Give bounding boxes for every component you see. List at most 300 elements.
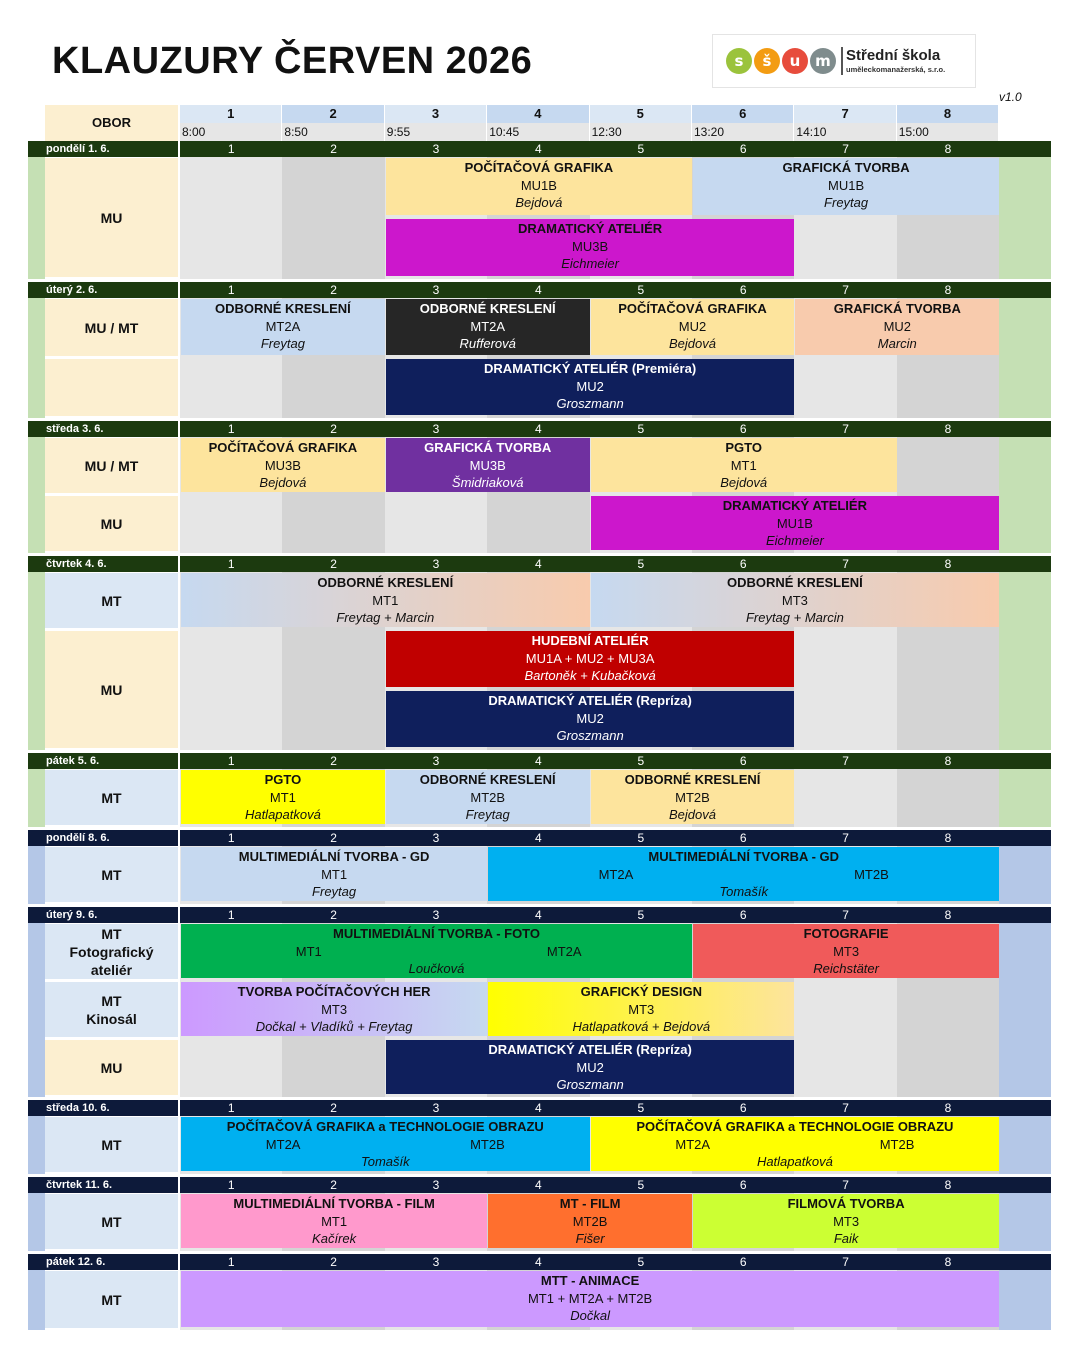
exam-class: MT2A	[470, 318, 506, 334]
exam-teacher: Hatlapatková + Bejdová	[572, 1018, 711, 1034]
grid-column-cell	[180, 495, 282, 553]
exam-subject: HUDEBNÍ ATELIÉR	[531, 633, 649, 648]
exam-teacher: Freytag	[260, 335, 305, 351]
day-header-end	[999, 141, 1051, 157]
day-period-number: 1	[180, 907, 282, 923]
week-side-stripe	[28, 298, 45, 418]
day-period-number: 2	[282, 753, 384, 769]
grid-column-cell	[897, 630, 999, 750]
exam-subject: PGTO	[725, 440, 762, 455]
exam-block[interactable]	[693, 158, 999, 215]
week-side-stripe	[999, 157, 1051, 279]
week-side-stripe	[28, 157, 45, 279]
logo-letter: s	[734, 52, 744, 70]
day-period-number: 7	[794, 907, 896, 923]
day-header: středa 3. 6.	[28, 421, 178, 437]
day-period-number: 6	[692, 830, 794, 846]
day-period-number: 5	[590, 830, 692, 846]
day-period-number: 1	[180, 1177, 282, 1193]
week-side-stripe	[999, 572, 1051, 750]
row-label	[45, 158, 178, 277]
exam-block[interactable]	[181, 438, 385, 492]
day-period-number: 4	[487, 421, 589, 437]
exam-block[interactable]	[181, 573, 590, 627]
exam-class: MU2	[576, 1059, 604, 1075]
day-period-number: 1	[180, 1100, 282, 1116]
logo-school-name: Střední škola	[846, 47, 941, 64]
week-side-stripe	[999, 1116, 1051, 1174]
exam-class: MT2A	[598, 866, 634, 882]
exam-subject: ODBORNÉ KRESLENÍ	[317, 575, 454, 590]
day-header-end	[999, 1177, 1051, 1193]
exam-class: MT2B	[879, 1136, 915, 1152]
week-side-stripe	[999, 1270, 1051, 1330]
grid-column-cell	[282, 157, 384, 279]
exam-subject: MULTIMEDIÁLNÍ TVORBA - GD	[648, 849, 840, 864]
exam-class: MU1A + MU2 + MU3A	[525, 650, 655, 666]
grid-column-cell	[794, 981, 896, 1039]
day-period-number: 2	[282, 282, 384, 298]
exam-block[interactable]	[386, 770, 590, 824]
row-label	[45, 573, 178, 628]
day-period-number: 3	[385, 421, 487, 437]
grid-column-cell	[794, 358, 896, 418]
day-header-end	[999, 830, 1051, 846]
exam-class: MT3	[321, 1001, 348, 1017]
row-label	[45, 631, 178, 748]
week-side-stripe	[28, 1193, 45, 1251]
exam-teacher: Eichmeier	[561, 255, 619, 271]
exam-teacher: Groszmann	[556, 395, 624, 411]
exam-teacher: Bejdová	[259, 474, 307, 490]
exam-block[interactable]	[386, 299, 590, 355]
exam-teacher: Groszmann	[556, 727, 624, 743]
day-period-number: 6	[692, 907, 794, 923]
week-side-stripe	[999, 298, 1051, 418]
row-label-line: MU	[100, 681, 123, 698]
day-period-number: 8	[897, 1100, 999, 1116]
week-side-stripe	[28, 1270, 45, 1330]
day-period-number: 2	[282, 1100, 384, 1116]
day-header-end	[999, 1254, 1051, 1270]
row-label	[45, 982, 178, 1037]
day-period-number: 8	[897, 1254, 999, 1270]
exam-subject: DRAMATICKÝ ATELIÉR (Premiéra)	[484, 361, 697, 376]
exam-class: MT2B	[572, 1213, 608, 1229]
exam-teacher: Eichmeier	[765, 532, 824, 548]
row-label	[45, 438, 178, 493]
day-period-number: 6	[692, 1254, 794, 1270]
day-period-number: 6	[692, 556, 794, 572]
exam-class-group	[181, 1136, 590, 1153]
obor-header: OBOR	[45, 105, 178, 141]
day-period-number: 1	[180, 282, 282, 298]
day-period-number: 3	[385, 1100, 487, 1116]
week-side-stripe	[28, 769, 45, 827]
row-label	[45, 1117, 178, 1172]
exam-block[interactable]	[591, 1117, 1000, 1171]
day-header-end	[999, 282, 1051, 298]
exam-class: MT2A	[265, 1136, 301, 1152]
day-period-number: 1	[180, 753, 282, 769]
exam-class: MT3	[833, 1213, 860, 1229]
exam-subject: ODBORNÉ KRESLENÍ	[419, 301, 556, 316]
exam-teacher: Bejdová	[669, 806, 716, 822]
grid-column-cell	[794, 769, 896, 827]
row-label-line: MU	[100, 515, 123, 532]
exam-block[interactable]	[181, 847, 487, 901]
exam-teacher: Loučková	[408, 960, 465, 976]
day-period-number: 2	[282, 141, 384, 157]
day-header: čtvrtek 11. 6.	[28, 1177, 178, 1193]
grid-column-cell	[897, 769, 999, 827]
exam-class-group	[181, 943, 692, 960]
day-period-number: 8	[897, 556, 999, 572]
day-period-number: 8	[897, 1177, 999, 1193]
exam-subject: ODBORNÉ KRESLENÍ	[726, 575, 863, 590]
exam-teacher: Reichstäter	[813, 960, 879, 976]
exam-block[interactable]	[386, 1040, 795, 1094]
exam-subject: POČÍTAČOVÁ GRAFIKA	[618, 301, 767, 316]
logo-school-subtitle: uměleckomanažerská, s.r.o.	[846, 65, 946, 74]
day-period-number: 5	[590, 141, 692, 157]
exam-subject: PGTO	[264, 772, 302, 787]
grid-column-cell	[180, 630, 282, 750]
day-period-number: 5	[590, 282, 692, 298]
day-period-number: 5	[590, 1254, 692, 1270]
period-number: 3	[385, 105, 486, 123]
day-period-number: 5	[590, 1177, 692, 1193]
row-label	[45, 924, 178, 979]
exam-block[interactable]	[795, 299, 999, 355]
week-side-stripe	[999, 437, 1051, 553]
day-period-number: 7	[794, 830, 896, 846]
exam-class: MT1	[730, 457, 757, 473]
exam-block[interactable]	[181, 1271, 999, 1327]
exam-teacher: Bejdová	[515, 194, 563, 210]
day-period-number: 7	[794, 1177, 896, 1193]
row-label-line: MU	[100, 209, 123, 226]
day-period-number: 4	[487, 830, 589, 846]
week-side-stripe	[28, 846, 45, 904]
exam-block[interactable]	[591, 438, 897, 492]
day-period-number: 7	[794, 556, 896, 572]
exam-class: MU3B	[572, 238, 609, 254]
week-side-stripe	[999, 923, 1051, 1097]
day-period-number: 1	[180, 830, 282, 846]
row-label-line: MU / MT	[84, 319, 139, 336]
day-period-number: 7	[794, 282, 896, 298]
row-label	[45, 1040, 178, 1095]
period-number: 2	[282, 105, 383, 123]
exam-teacher: Freytag	[312, 883, 357, 899]
exam-block[interactable]	[693, 1194, 999, 1248]
exam-class-group	[591, 1136, 1000, 1153]
day-period-number: 6	[692, 141, 794, 157]
day-header: pátek 12. 6.	[28, 1254, 178, 1270]
exam-teacher: Bartoněk + Kubačková	[524, 667, 656, 683]
day-period-number: 7	[794, 1100, 896, 1116]
exam-block[interactable]	[488, 847, 999, 901]
exam-class: MU3B	[469, 457, 506, 473]
exam-class: MT1	[321, 866, 348, 882]
row-label-line: MT	[101, 866, 122, 883]
exam-class: MT2A	[265, 318, 301, 334]
exam-block[interactable]	[386, 158, 692, 215]
exam-subject: ODBORNÉ KRESLENÍ	[419, 772, 556, 787]
exam-class: MT1 + MT2A + MT2B	[527, 1290, 653, 1306]
day-period-number: 4	[487, 141, 589, 157]
day-period-number: 6	[692, 753, 794, 769]
week-side-stripe	[28, 923, 45, 1097]
day-period-number: 6	[692, 1177, 794, 1193]
grid-column-cell	[897, 358, 999, 418]
exam-class: MT3	[833, 943, 860, 959]
day-period-number: 4	[487, 1177, 589, 1193]
exam-subject: POČÍTAČOVÁ GRAFIKA a TECHNOLOGIE OBRAZU	[636, 1119, 954, 1134]
logo-letter: š	[762, 52, 772, 70]
exam-block[interactable]	[488, 982, 794, 1036]
day-period-number: 3	[385, 1254, 487, 1270]
exam-teacher: Marcin	[877, 335, 917, 351]
exam-teacher: Fišer	[575, 1230, 605, 1246]
day-header-end	[999, 1100, 1051, 1116]
grid-column-cell	[180, 157, 282, 279]
exam-block[interactable]	[386, 359, 795, 415]
day-period-number: 4	[487, 282, 589, 298]
day-header: úterý 2. 6.	[28, 282, 178, 298]
grid-column-cell	[282, 495, 384, 553]
exam-teacher: Dočkal	[570, 1307, 610, 1323]
grid-column-cell	[897, 437, 999, 495]
row-label-line: MT	[101, 789, 122, 806]
exam-subject: POČÍTAČOVÁ GRAFIKA	[464, 160, 614, 175]
grid-column-cell	[180, 358, 282, 418]
day-period-number: 2	[282, 556, 384, 572]
day-period-number: 2	[282, 907, 384, 923]
exam-class: MT1	[372, 592, 399, 608]
day-period-number: 1	[180, 556, 282, 572]
day-period-number: 8	[897, 282, 999, 298]
exam-block[interactable]	[488, 1194, 692, 1248]
day-period-number: 3	[385, 1177, 487, 1193]
day-period-number: 6	[692, 282, 794, 298]
day-period-number: 3	[385, 907, 487, 923]
day-period-number: 1	[180, 1254, 282, 1270]
exam-subject: MULTIMEDIÁLNÍ TVORBA - FILM	[233, 1196, 435, 1211]
logo-letter: u	[789, 52, 801, 70]
day-period-number: 3	[385, 141, 487, 157]
exam-subject: POČÍTAČOVÁ GRAFIKA a TECHNOLOGIE OBRAZU	[226, 1119, 544, 1134]
exam-class: MT2B	[470, 789, 506, 805]
day-header: čtvrtek 4. 6.	[28, 556, 178, 572]
exam-block[interactable]	[591, 573, 1000, 627]
grid-column-cell	[487, 495, 589, 553]
row-label-line: ateliér	[90, 961, 133, 978]
exam-subject: GRAFICKÝ DESIGN	[580, 984, 702, 999]
exam-class: MT2A	[546, 943, 582, 959]
row-label	[45, 770, 178, 825]
day-period-number: 7	[794, 421, 896, 437]
day-period-number: 2	[282, 1177, 384, 1193]
exam-subject: FILMOVÁ TVORBA	[787, 1196, 905, 1211]
exam-block[interactable]	[693, 924, 999, 978]
exam-block[interactable]	[181, 770, 385, 824]
exam-block[interactable]	[181, 924, 692, 978]
exam-block[interactable]	[591, 496, 1000, 550]
day-period-number: 6	[692, 421, 794, 437]
period-time: 15:00	[897, 123, 998, 141]
row-label-line: MT	[101, 1136, 122, 1153]
row-label	[45, 299, 178, 356]
exam-class: MT2B	[470, 1136, 505, 1152]
exam-class-group	[488, 866, 999, 883]
day-period-number: 5	[590, 753, 692, 769]
row-label-line: MT	[101, 1213, 122, 1230]
day-header: pondělí 1. 6.	[28, 141, 178, 157]
exam-subject: MTT - ANIMACE	[540, 1273, 640, 1288]
period-time: 10:45	[487, 123, 588, 141]
grid-column-cell	[794, 1039, 896, 1097]
day-period-number: 7	[794, 753, 896, 769]
exam-teacher: Bejdová	[669, 335, 716, 351]
exam-class: MU2	[576, 378, 604, 394]
exam-subject: MT - FILM	[559, 1196, 621, 1211]
day-header: úterý 9. 6.	[28, 907, 178, 923]
day-period-number: 3	[385, 830, 487, 846]
day-period-number: 5	[590, 907, 692, 923]
day-period-number: 1	[180, 141, 282, 157]
exam-class: MU1B	[828, 177, 865, 193]
exam-teacher: Tomašík	[360, 1153, 410, 1169]
exam-subject: MULTIMEDIÁLNÍ TVORBA - GD	[238, 849, 430, 864]
period-number: 5	[590, 105, 691, 123]
exam-subject: FOTOGRAFIE	[803, 926, 889, 941]
day-period-number: 8	[897, 907, 999, 923]
period-time: 13:20	[692, 123, 793, 141]
day-period-number: 3	[385, 753, 487, 769]
exam-class: MT2B	[675, 789, 710, 805]
day-period-number: 4	[487, 1100, 589, 1116]
exam-subject: DRAMATICKÝ ATELIÉR (Repríza)	[488, 693, 692, 708]
day-period-number: 5	[590, 421, 692, 437]
day-period-number: 7	[794, 141, 896, 157]
grid-column-cell	[897, 981, 999, 1039]
day-period-number: 5	[590, 1100, 692, 1116]
day-header: středa 10. 6.	[28, 1100, 178, 1116]
day-period-number: 8	[897, 421, 999, 437]
day-period-number: 1	[180, 421, 282, 437]
day-period-number: 2	[282, 1254, 384, 1270]
exam-teacher: Dočkal + Vladíků + Freytag	[255, 1018, 413, 1034]
logo-letter: m	[815, 52, 831, 70]
row-label	[45, 1194, 178, 1249]
exam-subject: DRAMATICKÝ ATELIÉR (Repríza)	[488, 1042, 692, 1057]
exam-class: MU1B	[520, 177, 557, 193]
day-period-number: 3	[385, 282, 487, 298]
week-side-stripe	[28, 1116, 45, 1174]
exam-subject: ODBORNÉ KRESLENÍ	[624, 772, 761, 787]
exam-class: MU2	[678, 318, 707, 334]
exam-block[interactable]	[386, 691, 795, 747]
exam-class: MU1B	[776, 515, 813, 531]
day-period-number: 4	[487, 556, 589, 572]
exam-teacher: Hatlapatková	[756, 1153, 833, 1169]
day-period-number: 4	[487, 753, 589, 769]
day-period-number: 2	[282, 830, 384, 846]
exam-block[interactable]	[591, 299, 795, 355]
exam-teacher: Kačírek	[312, 1230, 357, 1246]
exam-class: MU2	[883, 318, 912, 334]
week-side-stripe	[28, 572, 45, 750]
exam-teacher: Bejdová	[720, 474, 768, 490]
period-number: 7	[794, 105, 895, 123]
exam-subject: GRAFICKÁ TVORBA	[424, 440, 552, 455]
day-period-number: 8	[897, 830, 999, 846]
day-period-number: 8	[897, 753, 999, 769]
period-number: 1	[180, 105, 281, 123]
day-header: pondělí 8. 6.	[28, 830, 178, 846]
exam-block[interactable]	[181, 1117, 590, 1171]
grid-column-cell	[282, 1039, 384, 1097]
grid-column-cell	[282, 630, 384, 750]
day-period-number: 5	[590, 556, 692, 572]
exam-block[interactable]	[386, 219, 795, 276]
row-label	[45, 359, 178, 416]
exam-subject: ODBORNÉ KRESLENÍ	[215, 301, 351, 316]
grid-column-cell	[180, 1039, 282, 1097]
exam-block[interactable]	[591, 770, 795, 824]
exam-teacher: Rufferová	[459, 335, 516, 351]
day-period-number: 4	[487, 1254, 589, 1270]
exam-class: MT1	[269, 789, 296, 805]
exam-block[interactable]	[386, 631, 795, 687]
day-header-end	[999, 907, 1051, 923]
exam-block[interactable]	[181, 982, 487, 1036]
exam-class: MT1	[321, 1213, 348, 1229]
grid-column-cell	[282, 358, 384, 418]
period-time: 8:00	[180, 123, 281, 141]
exam-block[interactable]	[386, 438, 590, 492]
day-header: pátek 5. 6.	[28, 753, 178, 769]
period-number: 4	[487, 105, 588, 123]
row-label	[45, 847, 178, 902]
week-side-stripe	[999, 1193, 1051, 1251]
exam-block[interactable]	[181, 1194, 487, 1248]
exam-class: MU2	[576, 710, 604, 726]
logo-mark-icon	[725, 47, 837, 75]
exam-teacher: Hatlapatková	[244, 806, 321, 822]
exam-block[interactable]	[181, 299, 385, 355]
row-label-line: MT	[101, 925, 122, 942]
row-label-line: MT	[101, 1291, 122, 1308]
exam-teacher: Freytag	[465, 806, 510, 822]
row-label	[45, 1271, 178, 1328]
exam-teacher: Šmidriaková	[451, 474, 524, 490]
row-label-line: MT	[101, 992, 122, 1009]
period-time: 14:10	[794, 123, 895, 141]
exam-teacher: Freytag	[824, 194, 869, 210]
exam-teacher: Freytag + Marcin	[745, 609, 844, 625]
exam-subject: DRAMATICKÝ ATELIÉR	[722, 498, 867, 513]
exam-class: MT2B	[854, 866, 889, 882]
exam-subject: GRAFICKÁ TVORBA	[782, 160, 910, 175]
row-label-line: MT	[101, 592, 122, 609]
day-period-number: 7	[794, 1254, 896, 1270]
day-period-number: 3	[385, 556, 487, 572]
grid-column-cell	[385, 495, 487, 553]
day-period-number: 8	[897, 141, 999, 157]
